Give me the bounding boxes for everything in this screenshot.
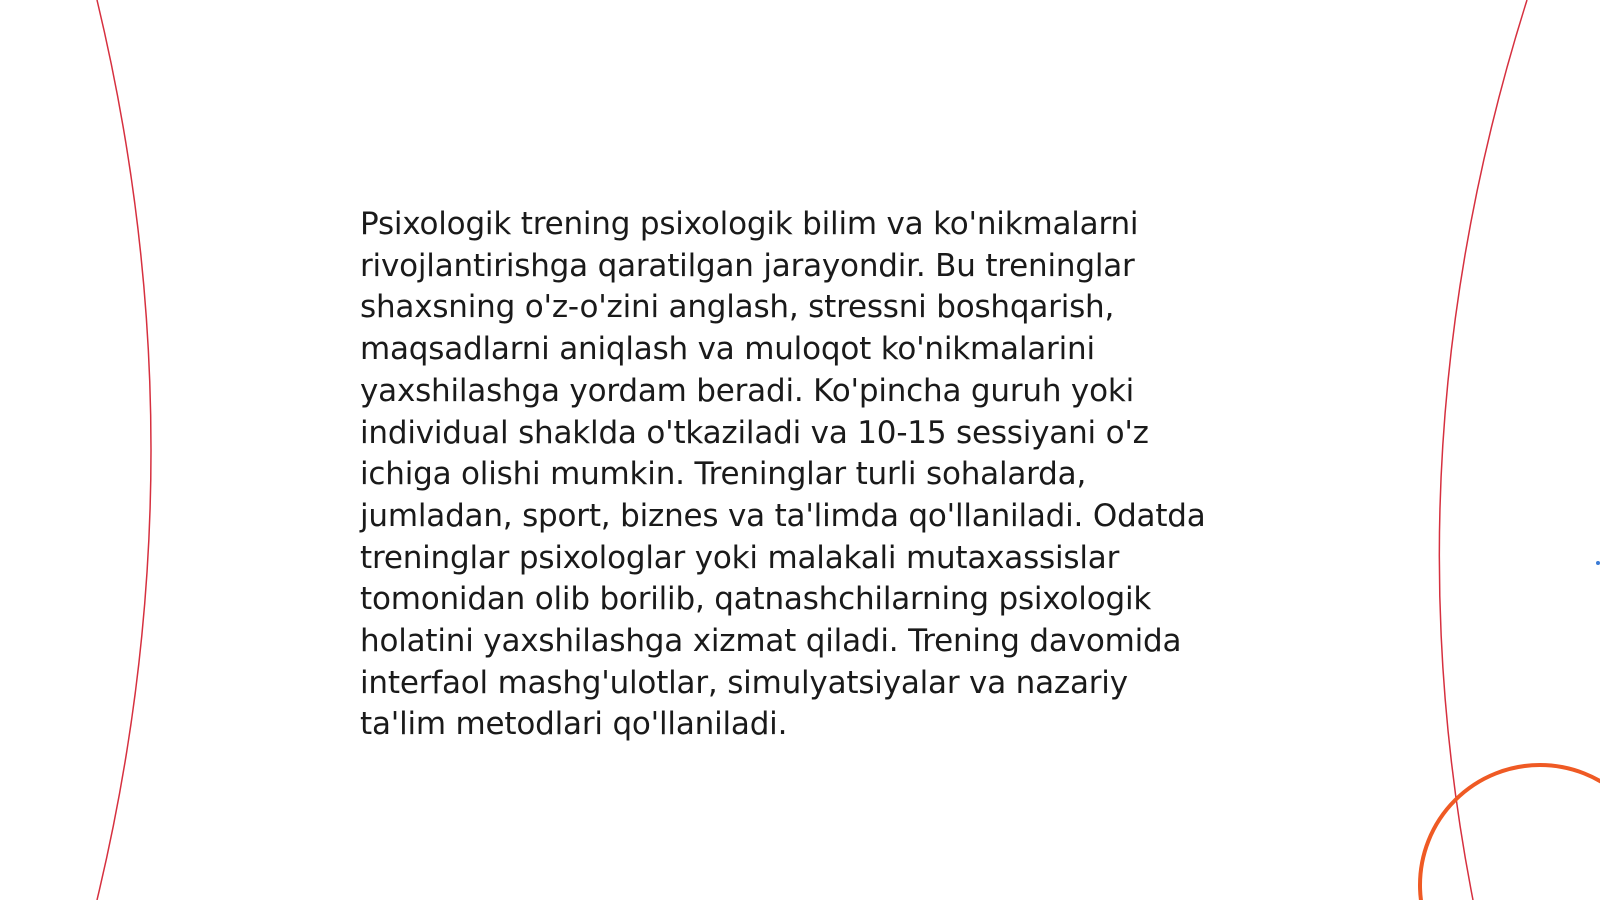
left-arc-line [97, 0, 151, 900]
accent-circle [1420, 765, 1600, 900]
body-paragraph: Psixologik trening psixologik bilim va ko'nikmalarni rivojlantirishga qaratilgan jarayondir. Bu treninglar shaxsning o'z-o'zini anglash, stressni boshqarish, maqsadlarni aniqlash va muloqot ko'nikmalarini yaxshilashga yordam beradi. Ko'pincha guruh yoki individual shaklda o'tkaziladi va 10-15 sessiyani o'z ichiga olishi mumkin. Treninglar turli sohalarda, jumladan, sport, biznes va ta'limda qo'llaniladi. Odatda treninglar psixologlar yoki malakali mutaxassislar tomonidan olib borilib, qatnashchilarning psixologik holatini yaxshilashga xizmat qiladi. Trening davomida interfaol mashg'ulotlar, simulyatsiyalar va nazariy ta'lim metodlari qo'llaniladi. [360, 206, 1206, 743]
right-arc-line [1439, 0, 1527, 900]
edge-dot [1596, 561, 1600, 565]
